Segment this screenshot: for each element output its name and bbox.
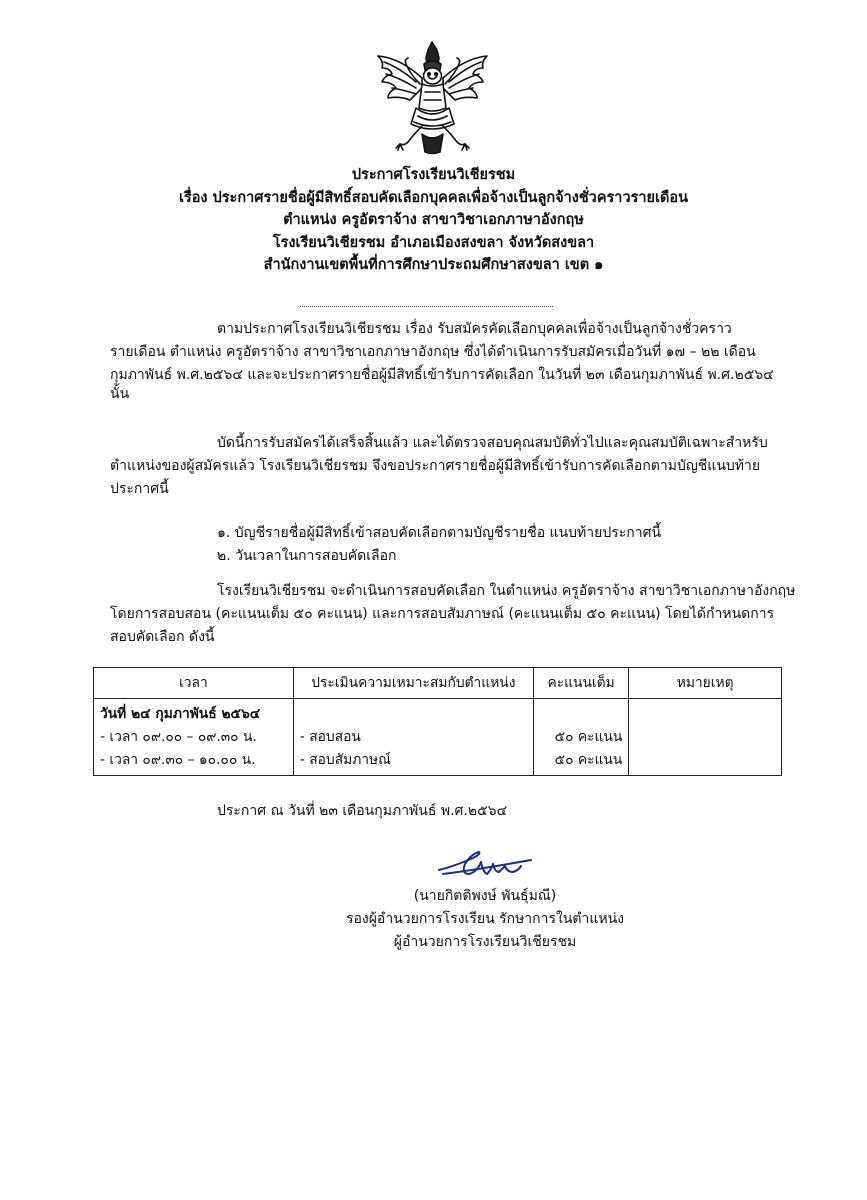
- handwritten-signature-icon: [435, 848, 545, 882]
- exam-schedule-table: [93, 667, 782, 776]
- signer-position-1: รองผู้อำนวยการโรงเรียน รักษาการในตำแหน่ง: [345, 911, 625, 927]
- assessment-item: - สอบสอน: [299, 729, 361, 745]
- paragraph-2-line: ประกาศนี้: [110, 481, 169, 497]
- score-value: ๕๐ คะแนน: [554, 752, 623, 768]
- column-header-time: เวลา: [94, 668, 294, 699]
- announcement-header: [0, 164, 867, 277]
- time-cell: [94, 699, 294, 776]
- time-slot: - เวลา ๐๙.๓๐ – ๑๐.๐๐ น.: [100, 752, 256, 768]
- signature-block: [330, 885, 640, 954]
- table-header-row: [94, 668, 782, 699]
- announcement-date: ประกาศ ณ วันที่ ๒๓ เดือนกุมภาพันธ์ พ.ศ.๒๕๖๔: [217, 803, 508, 819]
- paragraph-1-line: นั้น: [110, 386, 130, 402]
- garuda-emblem-icon: [370, 38, 495, 156]
- paragraph-3-line: โดยการสอบสอน (คะแนนเต็ม ๕๐ คะแนน) และการสอบสัมภาษณ์ (คะแนนเต็ม ๕๐ คะแนน) โดยได้กำหนดการ: [110, 606, 775, 622]
- time-slot: - เวลา ๐๙.๐๐ – ๐๙.๓๐ น.: [100, 729, 257, 745]
- header-line-5: สำนักงานเขตพื้นที่การศึกษาประถมศึกษาสงขลา เขต ๑: [263, 257, 604, 273]
- column-header-full-score: คะแนนเต็ม: [533, 668, 628, 699]
- score-value: ๕๐ คะแนน: [554, 729, 623, 745]
- dotted-divider: [300, 306, 553, 307]
- signer-position-2: ผู้อำนวยการโรงเรียนวิเชียรชม: [393, 934, 577, 950]
- header-line-1: ประกาศโรงเรียนวิเชียรชม: [351, 167, 516, 183]
- paragraph-3: [110, 580, 795, 649]
- column-header-assessment: ประเมินความเหมาะสมกับตำแหน่ง: [293, 668, 533, 699]
- assessment-item: - สอบสัมภาษณ์: [299, 752, 391, 768]
- paragraph-1: [110, 318, 774, 401]
- score-cell: [533, 699, 628, 776]
- exam-date: วันที่ ๒๔ กุมภาพันธ์ ๒๕๖๔: [100, 706, 261, 722]
- paragraph-2-line: ตำแหน่งของผู้สมัครแล้ว โรงเรียนวิเชียรชม จึงขอประกาศรายชื่อผู้มีสิทธิ์เข้ารับการคัดเลือกตามบัญชีแนบท้าย: [110, 458, 761, 474]
- table-row: [94, 699, 782, 776]
- paragraph-1-line: กุมภาพันธ์ พ.ศ.๒๕๖๔ และจะประกาศรายชื่อผู้มีสิทธิ์เข้ารับการคัดเลือก ในวันที่ ๒๓ เดือนกุมภาพันธ์ พ.ศ.๒๕๖๔: [110, 367, 774, 383]
- header-line-4: โรงเรียนวิเชียรชม อำเภอเมืองสงขลา จังหวัดสงขลา: [272, 234, 595, 251]
- signer-name: (นายกิตติพงษ์ พันธุ์มณี): [413, 888, 557, 904]
- numbered-list: [217, 522, 661, 568]
- paragraph-1-line: รายเดือน ตำแหน่ง ครูอัตราจ้าง สาขาวิชาเอกภาษาอังกฤษ ซึ่งได้ดำเนินการรับสมัครเมื่อวันที่ ๑๗ – ๒๒ เดือน: [110, 344, 756, 360]
- paragraph-3-line: โรงเรียนวิเชียรชม จะดำเนินการสอบคัดเลือก ในตำแหน่ง ครูอัตราจ้าง สาขาวิชาเอกภาษาอังกฤษ: [217, 583, 796, 599]
- paragraph-2-line: บัดนี้การรับสมัครได้เสร็จสิ้นแล้ว และได้ตรวจสอบคุณสมบัติทั่วไปและคุณสมบัติเฉพาะสำหรับ: [217, 435, 768, 451]
- paragraph-2: [110, 432, 768, 501]
- remarks-cell: [629, 699, 782, 776]
- list-item: ๒. วันเวลาในการสอบคัดเลือก: [217, 548, 397, 564]
- header-line-3: ตำแหน่ง ครูอัตราจ้าง สาขาวิชาเอกภาษาอังกฤษ: [283, 212, 584, 228]
- column-header-remarks: หมายเหตุ: [629, 668, 782, 699]
- paragraph-1-line: ตามประกาศโรงเรียนวิเชียรชม เรื่อง รับสมัครคัดเลือกบุคคลเพื่อจ้างเป็นลูกจ้างชั่วคราว: [217, 321, 732, 337]
- assessment-cell: [293, 699, 533, 776]
- list-item: ๑. บัญชีรายชื่อผู้มีสิทธิ์เข้าสอบคัดเลือกตามบัญชีรายชื่อ แนบท้ายประกาศนี้: [217, 525, 662, 541]
- paragraph-3-line: สอบคัดเลือก ดังนี้: [110, 629, 215, 645]
- header-line-2: เรื่อง ประกาศรายชื่อผู้มีสิทธิ์สอบคัดเลือกบุคคลเพื่อจ้างเป็นลูกจ้างชั่วคราวรายเดือน: [178, 189, 689, 206]
